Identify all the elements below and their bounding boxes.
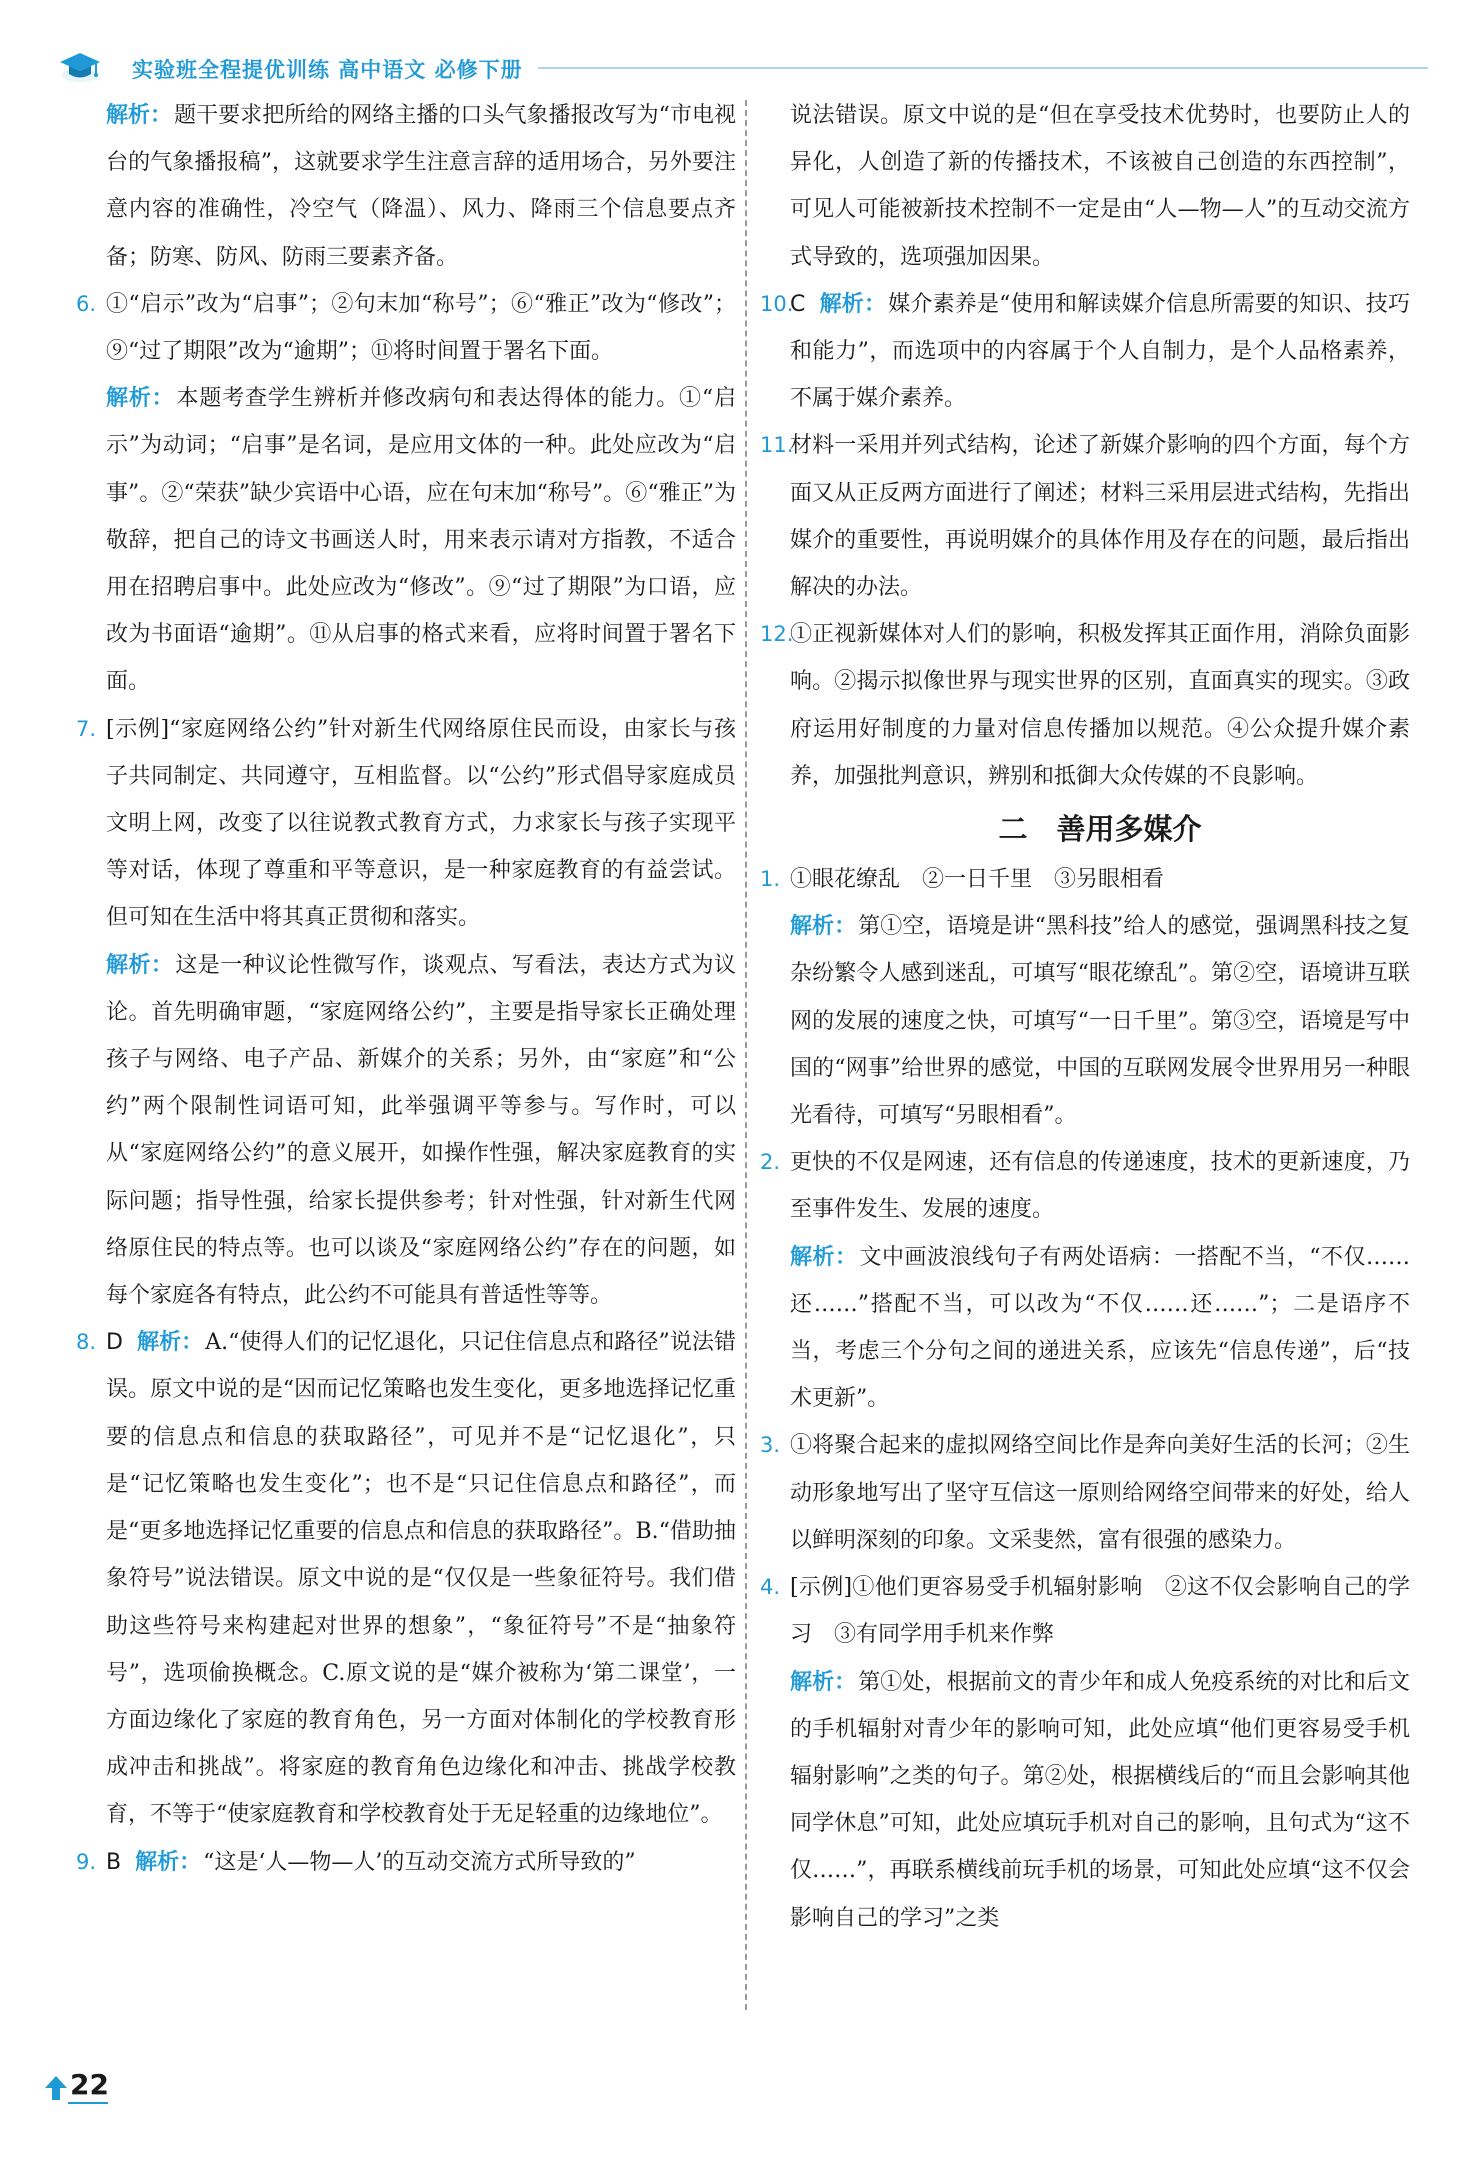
- question-answer: [76, 1319, 736, 1838]
- answer-letter: D: [106, 1330, 123, 1356]
- explanation-label: 解析：: [106, 952, 174, 978]
- text-paragraph: [790, 92, 1410, 281]
- explanation-paragraph: [790, 903, 1410, 1139]
- explanation-label: 解析：: [790, 1669, 857, 1695]
- question-number: 10.: [760, 291, 794, 316]
- question-answer: [760, 856, 1410, 903]
- question-number: 6.: [76, 291, 97, 316]
- explanation-label: 解析：: [106, 386, 175, 412]
- answer-letter: B: [106, 1849, 122, 1875]
- page-footer: [44, 2066, 124, 2110]
- left-column: [76, 92, 736, 1886]
- paragraph-text: ①正视新媒体对人们的影响，积极发挥其正面作用，消除负面影响。②揭示拟像世界与现实世界的区别，直面真实的现实。③政府运用好制度的力量对信息传播加以规范。④公众提升媒介素养，加强批判意识，辨别和抵御大众传媒的不良影响。: [790, 622, 1410, 789]
- explanation-label: 解析：: [106, 103, 173, 128]
- explanation-paragraph: [790, 1234, 1410, 1423]
- question-answer: [760, 1139, 1410, 1233]
- question-answer: [760, 1422, 1410, 1564]
- paragraph-text: 题干要求把所给的网络主播的口头气象播报改写为“市电视台的气象播报稿”，这就要求学生注意言辞的适用场合，另外要注意内容的准确性，冷空气（降温）、风力、降雨三个信息要点齐备；防寒、防风、防雨三要素齐备。: [106, 103, 736, 270]
- question-answer: [760, 611, 1410, 800]
- header-rule: [538, 67, 1428, 69]
- paragraph-text: “这是‘人—物—人’的互动交流方式所导致的”: [203, 1849, 636, 1875]
- explanation-label: 解析：: [790, 1244, 858, 1270]
- paragraph-text: A.“使得人们的记忆退化，只记住信息点和路径”说法错误。原文中说的是“因而记忆策略也发生变化，更多地选择记忆重要的信息点和信息的获取路径”，可见并不是“记忆退化”，只是“记忆策略也发生变化”；也不是“只记住信息点和路径”，而是“更多地选择记忆重要的信息点和信息的获取路径”。B.“借助抽象符号”说法错误。原文中说的是“仅仅是一些象征符号。我们借助这些符号来构建起对世界的想象”，“象征符号”不是“抽象符号”，选项偷换概念。C.原文说的是“媒介被称为‘第二课堂’，一方面边缘化了家庭的教育角色，另一方面对体制化的学校教育形成冲击和挑战”。将家庭的教育角色边缘化和冲击、挑战学校教育，不等于“使家庭教育和学校教育处于无足轻重的边缘地位”。: [106, 1330, 736, 1828]
- page-number: 22: [70, 2068, 109, 2101]
- paragraph-text: [示例]①他们更容易受手机辐射影响 ②这不仅会影响自己的学习 ③有同学用手机来作弊: [790, 1575, 1410, 1648]
- explanation-label: 解析：: [819, 291, 887, 317]
- paragraph-text: 第①处，根据前文的青少年和成人免疫系统的对比和后文的手机辐射对青少年的影响可知，此处应填“他们更容易受手机辐射影响”之类的句子。第②处，根据横线后的“而且会影响其他同学休息”可知，此处应填玩手机对自己的影响，且句式为“这不仅……”，再联系横线前玩手机的场景，可知此处应填“这不仅会影响自己的学习”之类: [790, 1669, 1410, 1931]
- page-header: [58, 48, 1428, 88]
- explanation-paragraph: [106, 375, 736, 705]
- explanation-paragraph: [106, 92, 736, 281]
- explanation-paragraph: [106, 942, 736, 1320]
- question-answer: [760, 1564, 1410, 1658]
- question-answer: [76, 281, 736, 375]
- question-number: 11.: [760, 433, 794, 458]
- question-answer: [760, 281, 1410, 423]
- paragraph-text: 说法错误。原文中说的是“但在享受技术优势时，也要防止人的异化，人创造了新的传播技术，不该被自己创造的东西控制”，可见人可能被新技术控制不一定是由“人—物—人”的互动交流方式导致的，选项强加因果。: [790, 103, 1410, 270]
- paragraph-text: 材料一采用并列式结构，论述了新媒介影响的四个方面，每个方面又从正反两方面进行了阐述；材料三采用层进式结构，先指出媒介的重要性，再说明媒介的具体作用及存在的问题，最后指出解决的办法。: [790, 433, 1410, 601]
- up-arrow-icon: [44, 2074, 68, 2104]
- question-answer: [76, 1839, 736, 1886]
- question-number: 9.: [76, 1849, 97, 1874]
- paragraph-text: 第①空，语境是讲“黑科技”给人的感觉，强调黑科技之复杂纷繁令人感到迷乱，可填写“眼花缭乱”。第②空，语境讲互联网的发展的速度之快，可填写“一日千里”。第③空，语境是写中国的“网事”给世界的感觉，中国的互联网发展令世界用另一种眼光看待，可填写“另眼相看”。: [790, 914, 1410, 1129]
- question-number: 3.: [760, 1433, 781, 1458]
- question-number: 12.: [760, 622, 794, 647]
- paragraph-text: ①“启示”改为“启事”；②句末加“称号”；⑥“雅正”改为“修改”；⑨“过了期限”改为“逾期”；⑪将时间置于署名下面。: [106, 291, 736, 365]
- graduation-cap-icon: [58, 50, 102, 84]
- question-number: 1.: [760, 867, 781, 892]
- right-column: [760, 92, 1410, 1942]
- paragraph-text: 本题考查学生辨析并修改病句和表达得体的能力。①“启示”为动词；“启事”是名词，是应用文体的一种。此处应改为“启事”。②“荣获”缺少宾语中心语，应在句末加“称号”。⑥“雅正”为敬辞，把自己的诗文书画送人时，用来表示请对方指教，不适合用在招聘启事中。此处应改为“修改”。⑨“过了期限”为口语，应改为书面语“逾期”。⑪从启事的格式来看，应将时间置于署名下面。: [106, 386, 736, 695]
- page-number-underline: [68, 2102, 108, 2104]
- question-number: 7.: [76, 716, 97, 741]
- paragraph-text: 媒介素养是“使用和解读媒介信息所需要的知识、技巧和能力”，而选项中的内容属于个人自制力，是个人品格素养，不属于媒介素养。: [790, 291, 1410, 412]
- explanation-label: 解析：: [790, 914, 857, 940]
- paragraph-text: 文中画波浪线句子有两处语病：一搭配不当，“不仅……还……”搭配不当，可以改为“不仅……还……”；二是语序不当，考虑三个分句之间的递进关系，应该先“信息传递”，后“技术更新”。: [790, 1244, 1410, 1412]
- question-answer: [760, 422, 1410, 611]
- question-answer: [76, 706, 736, 942]
- paragraph-text: ①将聚合起来的虚拟网络空间比作是奔向美好生活的长河；②生动形象地写出了坚守互信这一原则给网络空间带来的好处，给人以鲜明深刻的印象。文采斐然，富有很强的感染力。: [790, 1433, 1410, 1553]
- paragraph-text: 更快的不仅是网速，还有信息的传递速度，技术的更新速度，乃至事件发生、发展的速度。: [790, 1150, 1410, 1223]
- column-divider: [745, 100, 747, 2010]
- paragraph-text: ①眼花缭乱 ②一日千里 ③另眼相看: [790, 867, 1165, 893]
- question-number: 4.: [760, 1575, 781, 1600]
- section-title: 二 善用多媒介: [998, 812, 1202, 847]
- paragraph-text: [示例]“家庭网络公约”针对新生代网络原住民而设，由家长与孩子共同制定、共同遵守，互相监督。以“公约”形式倡导家庭成员文明上网，改变了以往说教式教育方式，力求家长与孩子实现平等对话，体现了尊重和平等意识，是一种家庭教育的有益尝试。但可知在生活中将其真正贯彻和落实。: [106, 716, 736, 931]
- paragraph-text: 这是一种议论性微写作，谈观点、写看法，表达方式为议论。首先明确审题，“家庭网络公约”，主要是指导家长正确处理孩子与网络、电子产品、新媒介的关系；另外，由“家庭”和“公约”两个限制性词语可知，此举强调平等参与。写作时，可以从“家庭网络公约”的意义展开，如操作性强，解决家庭教育的实际问题；指导性强，给家长提供参考；针对性强，针对新生代网络原住民的特点等。也可以谈及“家庭网络公约”存在的问题，如每个家庭各有特点，此公约不可能具有普适性等等。: [106, 952, 736, 1309]
- explanation-label: 解析：: [135, 1849, 202, 1875]
- answer-letter: C: [790, 291, 806, 317]
- header-title: 实验班全程提优训练 高中语文 必修下册: [132, 58, 523, 82]
- question-number: 2.: [760, 1150, 781, 1175]
- explanation-label: 解析：: [136, 1330, 204, 1356]
- question-number: 8.: [76, 1330, 97, 1355]
- explanation-paragraph: [790, 1659, 1410, 1942]
